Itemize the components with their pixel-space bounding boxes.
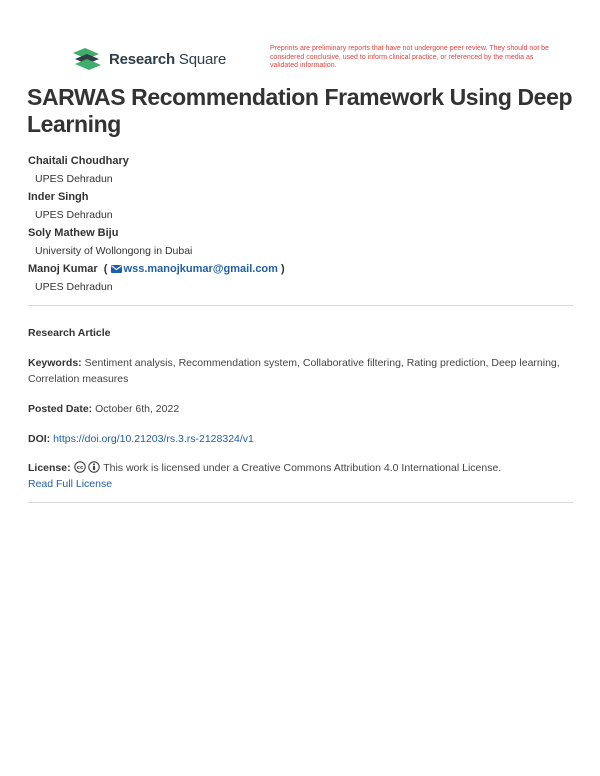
author-name: Inder Singh: [28, 191, 89, 203]
envelope-icon: [111, 265, 122, 273]
posted-date-value: October 6th, 2022: [95, 403, 180, 415]
author-affiliation: UPES Dehradun: [35, 209, 113, 221]
divider: [28, 305, 573, 306]
author-name: Chaitali Choudhary: [28, 155, 129, 167]
doi-label: DOI:: [28, 433, 51, 445]
license-label: License:: [28, 462, 71, 474]
corresponding-author: [28, 260, 573, 278]
creative-commons-icon: [74, 461, 86, 473]
keywords-text: Sentiment analysis, Recommendation system, Collaborative filtering, Rating prediction, Deep learning, Correlation measures: [28, 357, 560, 385]
article-type: Research Article: [28, 327, 111, 339]
divider: [28, 502, 573, 503]
doi-link[interactable]: https://doi.org/10.21203/rs.3.rs-2128324/v1: [53, 433, 254, 445]
brand-light: Square: [178, 50, 227, 68]
author-affiliation: University of Wollongong in Dubai: [35, 245, 193, 257]
author-affiliation: UPES Dehradun: [35, 281, 113, 293]
research-square-logo-icon: [73, 48, 101, 70]
license: [28, 460, 573, 492]
author-name: Soly Mathew Biju: [28, 227, 119, 239]
doi: [28, 431, 573, 447]
author-affiliation: UPES Dehradun: [35, 173, 113, 185]
author-list: [28, 152, 573, 296]
keywords: [28, 355, 573, 387]
email-link[interactable]: [111, 263, 281, 275]
keywords-label: Keywords:: [28, 357, 82, 369]
preprint-notice: Preprints are preliminary reports that have not undergone peer review. They should not be considered conclusive, used to inform clinical practice, or referenced by the media as validated information.: [270, 45, 549, 69]
paren-close: ): [281, 263, 285, 275]
posted-date: [28, 401, 573, 417]
attribution-icon: [88, 461, 100, 473]
license-text: This work is licensed under a Creative Commons Attribution 4.0 International License.: [103, 462, 502, 474]
paper-title: SARWAS Recommendation Framework Using Deep Learning: [27, 84, 573, 137]
svg-text:cc: cc: [76, 465, 83, 472]
author-name: Manoj Kumar: [28, 263, 98, 275]
research-square-logo[interactable]: [73, 48, 226, 70]
brand-name: [109, 51, 226, 68]
brand-bold: Research: [109, 50, 175, 68]
paren-open: (: [100, 263, 108, 275]
posted-date-label: Posted Date:: [28, 403, 93, 415]
read-full-license-link[interactable]: Read Full License: [28, 478, 113, 490]
author-email[interactable]: wss.manojkumar@gmail.com: [123, 263, 278, 275]
